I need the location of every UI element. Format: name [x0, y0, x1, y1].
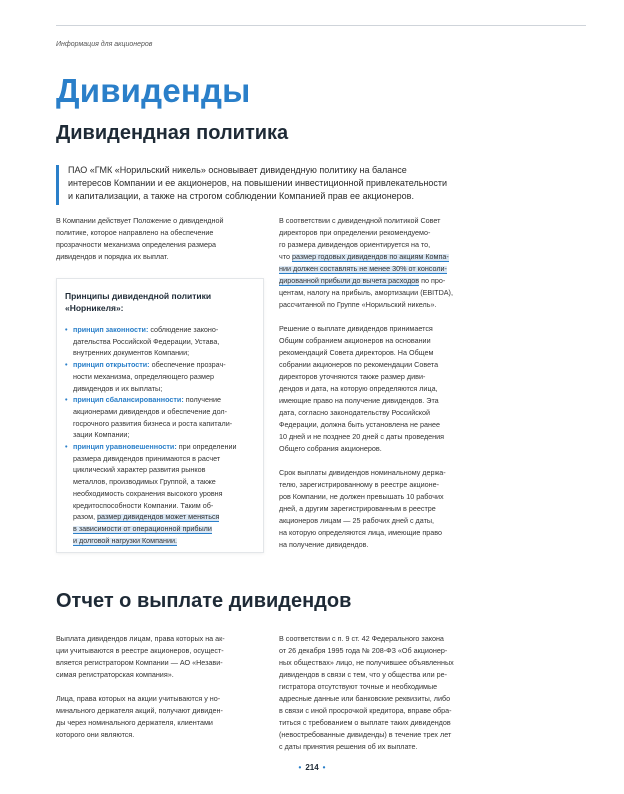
- text-line: циклический характер развития рынков: [73, 465, 206, 475]
- text-line: Общим собранием акционеров на основании: [279, 336, 431, 345]
- text-line: имеющие право на получение дивидендов. Эта: [279, 396, 439, 405]
- text-line: от 26 декабря 1995 года № 208-ФЗ «Об акционер-: [279, 646, 448, 655]
- text-line: центам, налогу на прибыль, амортизации (EBITDA),: [279, 288, 453, 297]
- highlighted-text: и долговой нагрузки Компании.: [73, 535, 178, 545]
- text-line: по про-: [419, 276, 446, 285]
- text-line: дендов и дата, на которую определяются лица,: [279, 384, 438, 393]
- intro-paragraph: [68, 164, 500, 203]
- text-line: зации Компании;: [73, 430, 130, 440]
- text-line: политике, которое направлено на обеспечение: [56, 228, 214, 237]
- paragraph: [279, 467, 494, 551]
- text-line: размера дивидендов принимаются в расчет: [73, 453, 221, 463]
- text-line: обеспечение прозрач-: [149, 360, 226, 370]
- bullet-icon: •: [65, 325, 68, 334]
- text-line: собрании акционеров по рекомендации Совета: [279, 360, 439, 369]
- paragraph: [56, 633, 266, 681]
- intro-accent-bar: [56, 165, 59, 205]
- intro-line: и капитализации, а также на строгом соблюдении Компанией прав ее акционеров.: [68, 191, 414, 201]
- text-line: В Компании действует Положение о дивидендной: [56, 216, 224, 225]
- bullet-icon: •: [65, 395, 68, 405]
- text-line: Выплата дивидендов лицам, права которых на ак-: [56, 634, 225, 643]
- text-line: титься с требованием о выплате таких дивидендов: [279, 718, 451, 727]
- principle-term: принцип уравновешенности:: [73, 442, 177, 452]
- text-line: рассчитанной по Группе «Норильский никель».: [279, 300, 437, 309]
- text-line: дивидендов в связи с тем, что у общества или ре-: [279, 670, 448, 679]
- text-line: дивидендов и их выплаты;: [73, 383, 163, 393]
- principles-list: [65, 324, 255, 546]
- text-line: акционеров лицам — 25 рабочих дней с даты,: [279, 516, 435, 525]
- intro-line: ПАО «ГМК «Норильский никель» основывает дивидендную политику на балансе: [68, 165, 407, 175]
- page-dot-icon: •: [322, 763, 326, 772]
- text-line: директоров уточняются также размер диви-: [279, 372, 426, 381]
- section2-right-text: [279, 633, 494, 753]
- paragraph: [279, 215, 494, 311]
- text-line: внутренних документов Компании;: [73, 348, 190, 358]
- text-line: ных обществах» лицо, не получившее объявленных: [279, 658, 454, 667]
- text-line: го размера дивидендов ориентируется на то,: [279, 240, 431, 249]
- text-line: металлов, производимых Группой, а также: [73, 477, 216, 487]
- list-item: [65, 359, 255, 394]
- principles-box: [56, 278, 264, 553]
- text-line: ции учитываются в реестре акционеров, осущест-: [56, 646, 224, 655]
- highlighted-text: размер годовых дивидендов по акциям Компа-: [291, 252, 449, 261]
- text-line: при определении: [176, 442, 237, 452]
- text-line: прозрачности механизма определения размера: [56, 240, 216, 249]
- text-line: ров Компании, не должен превышать 10 рабочих: [279, 492, 444, 501]
- text-line: соблюдение законо-: [148, 325, 219, 334]
- left-column-text: [56, 215, 266, 263]
- principle-term: принцип сбалансированности:: [73, 395, 184, 405]
- text-line: Общего собрания акционеров.: [279, 444, 382, 453]
- text-line: Решение о выплате дивидендов принимается: [279, 324, 433, 333]
- page-subtitle: Дивидендная политика: [56, 122, 289, 144]
- text-line: Срок выплаты дивидендов номинальному держа-: [279, 468, 446, 477]
- text-line: акционерами дивидендов и обеспечение дол-: [73, 406, 228, 416]
- principles-title: [65, 290, 255, 314]
- text-line: кредитоспособности Компании. Таким об-: [73, 500, 214, 510]
- principle-term: принцип открытости:: [73, 360, 150, 370]
- section-label: Информация для акционеров: [56, 41, 153, 48]
- text-line: 10 дней и не позднее 20 дней с даты проведения: [279, 432, 445, 441]
- highlighted-text: нии должен составлять не менее 30% от консоли-: [279, 264, 447, 273]
- highlighted-text: дированной прибыли до вычета расходов: [279, 276, 420, 285]
- text-line: В соответствии с дивидендной политикой Совет: [279, 216, 441, 225]
- paragraph: [56, 693, 266, 741]
- list-item: [65, 394, 255, 441]
- bullet-icon: •: [65, 442, 68, 452]
- text-line: вляется регистратором Компании — АО «Незави-: [56, 658, 223, 667]
- text-line: ды через номинального держателя, клиентами: [56, 718, 213, 727]
- header-rule: [56, 25, 586, 26]
- page-title: Дивиденды: [56, 72, 251, 109]
- page-dot-icon: •: [298, 763, 302, 772]
- text-line: (невостребованные дивиденды) в течение трех лет: [279, 730, 452, 739]
- text-line: которого они являются.: [56, 730, 135, 739]
- text-line: в связи с иной просрочкой кредитора, вправе обра-: [279, 706, 452, 715]
- section-title: Отчет о выплате дивидендов: [56, 590, 352, 612]
- principle-term: принцип законности:: [73, 325, 149, 334]
- page-number: [0, 763, 624, 772]
- text-line: Лица, права которых на акции учитываются у но-: [56, 694, 221, 703]
- principles-title-line: «Норникеля»:: [65, 303, 124, 313]
- intro-line: интересов Компании и ее акционеров, на повышении инвестиционной привлекательности: [68, 178, 448, 188]
- text-line: на которую определяются лица, имеющие право: [279, 528, 443, 537]
- text-line: В соответствии с п. 9 ст. 42 Федерального закона: [279, 634, 444, 643]
- text-line: дней, а другим зарегистрированным в реестре: [279, 504, 436, 513]
- right-column-text: [279, 215, 494, 551]
- principles-title-line: Принципы дивидендной политики: [65, 291, 212, 301]
- text-line: симая регистраторская компания».: [56, 670, 174, 679]
- text-line: дательства Российской Федерации, Устава,: [73, 336, 220, 346]
- text-line: адресные данные или банковские реквизиты, либо: [279, 694, 451, 703]
- text-line: минального держателя акций, получают дивиден-: [56, 706, 223, 715]
- text-line: с даты принятия решения об их выплате.: [279, 742, 418, 751]
- highlighted-text: в зависимости от операционной прибыли: [73, 523, 212, 533]
- text-line: госрочного развития бизнеса и роста капитали-: [73, 418, 233, 428]
- text-line: ности механизма, определяющего размер: [73, 371, 214, 381]
- section2-left-text: [56, 633, 266, 741]
- paragraph: [279, 323, 494, 455]
- text-line: дата, согласно законодательству Российской: [279, 408, 431, 417]
- text-line: Федерации, должна быть установлена не ранее: [279, 420, 440, 429]
- text-line: телю, зарегистрированному в реестре акционе-: [279, 480, 439, 489]
- bullet-icon: •: [65, 360, 68, 370]
- text-line: на получение дивидендов.: [279, 540, 369, 549]
- page-number-value: 214: [305, 763, 319, 772]
- text-line: дивидендов и порядка их выплат.: [56, 252, 169, 261]
- list-item: [65, 441, 255, 546]
- text-line: рекомендаций Совета директоров. На Общем: [279, 348, 434, 357]
- text-line: директоров при определении рекомендуемо-: [279, 228, 431, 237]
- text-line: разом,: [73, 512, 98, 522]
- list-item: [65, 324, 255, 359]
- text-line: что: [279, 252, 292, 261]
- text-line: гистратора отсутствуют точные и необходимые: [279, 682, 438, 691]
- text-line: получение: [183, 395, 221, 405]
- text-line: необходимость сохранения высокого уровня: [73, 488, 223, 498]
- highlighted-text: размер дивидендов может меняться: [97, 512, 220, 522]
